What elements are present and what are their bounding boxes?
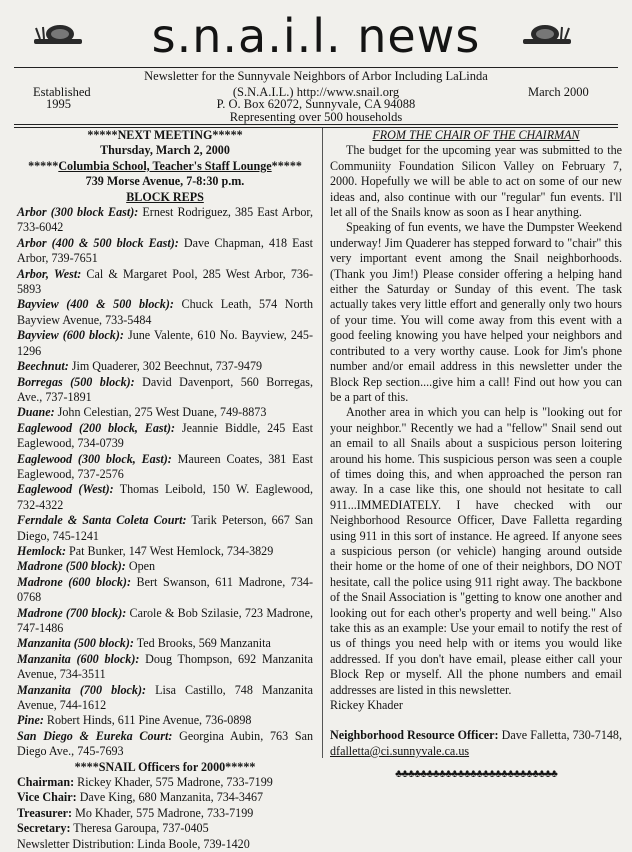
block-rep-area: Manzanita (700 block): [17,682,147,697]
officers-heading: ****SNAIL Officers for 2000***** [74,759,256,774]
article-paragraph: Speaking of fun events, we have the Dumpster Weekend underway! Jim Quaderer has stepped forward to "chair" this very important event among the Snail neighborhoods. (Thank you Jim!) Please consider offering a helping hand either the Saturday or Sunday of this event. The task actually takes very little effort and generally only two hours of your time. You will come away from this event with a good feeling knowing you have helped your neighbors and contributed to a very worthy cause. Look for Jim's phone number and/or email address in this newsletter under the Block Rep section....give him a call! Find out how you can be a part of this. [330,220,622,404]
block-rep-area: Beechnut: [17,359,69,374]
block-rep-entry [17,405,313,420]
block-rep-entry [17,328,313,359]
officer-role: Vice Chair: [17,790,77,805]
block-rep-area: Ferndale & Santa Coleta Court: [17,513,187,528]
block-rep-info: Maureen Coates, 381 East Eaglewood, 737-2576 [17,451,313,481]
block-rep-entry [17,452,313,483]
column-divider [322,128,323,758]
block-rep-info: Jim Quaderer, 302 Beechnut, 737-9479 [68,359,263,374]
officer-entry [17,821,313,836]
officers-list [17,775,313,837]
block-rep-info: Bert Swanson, 611 Madrone, 734-0768 [17,574,313,605]
block-rep-entry [17,652,313,683]
block-rep-entry [17,559,313,574]
block-rep-area: Eaglewood (200 block, East): [17,420,176,435]
block-rep-entry [17,482,313,513]
block-rep-entry [17,729,313,760]
mailing-address: P. O. Box 62072, Sunnyvale, CA 94088 [216,97,416,111]
officer-entry [17,775,313,790]
established-year: 1995 [46,97,71,111]
meeting-heading: *****NEXT MEETING***** [87,128,243,142]
block-rep-info: David Davenport, 560 Borregas, Ave., 737-1891 [17,374,313,404]
block-rep-entry [17,713,313,728]
block-rep-entry [17,297,313,328]
newsletter-title: s.n.a.i.l. news [151,9,481,63]
block-rep-entry [17,267,313,298]
block-rep-area: Pine: [17,713,44,728]
meeting-date: Thursday, March 2, 2000 [100,143,230,158]
block-rep-entry [17,205,313,236]
meeting-address: 739 Morse Avenue, 7-8:30 p.m. [85,174,245,189]
block-rep-entry [17,236,313,267]
article-paragraph: The budget for the upcoming year was submitted to the Communiity Foundation Silicon Valley on February 7, 2000. Hopefully we will be able to act on some of our new ideas and, also continue with our "regular" fun events. I'll let all of the Snails know as soon as I hear anything. [330,143,622,220]
officer-entry [17,806,313,821]
block-rep-entry [17,513,313,544]
signature: Rickey Khader [330,698,403,713]
subtitle: Newsletter for the Sunnyvale Neighbors of Arbor Including LaLinda [144,69,488,83]
block-rep-area: Bayview (600 block): [17,328,124,343]
officer-info: Theresa Garoupa, 737-0405 [70,821,209,836]
officer-role: Chairman: [17,775,75,790]
issue-date: March 2000 [528,85,589,99]
chair-article-heading: FROM THE CHAIR OF THE CHAIRMAN [372,128,580,142]
block-rep-entry [17,606,313,637]
block-rep-area: Madrone (700 block): [17,605,127,620]
block-reps-heading: BLOCK REPS [126,189,204,204]
block-rep-entry [17,636,313,651]
block-rep-entry [17,683,313,714]
block-rep-info: Open [125,559,156,574]
block-rep-entry [17,575,313,606]
meeting-place: *****Columbia School, Teacher's Staff Lounge***** [28,158,302,173]
block-rep-info: Tarik Peterson, 667 San Diego, 745-1241 [17,513,313,543]
right-column [330,128,622,783]
block-rep-area: Manzanita (600 block): [17,651,140,666]
block-rep-area: Hemlock: [17,543,67,558]
established-label: Established [33,85,91,99]
block-rep-info: June Valente, 610 No. Bayview, 245-1296 [17,328,313,358]
abbrev-url: (S.N.A.I.L.) http://www.snail.org [232,85,400,99]
ornamental-divider: ♣♣♣♣♣♣♣♣♣♣♣♣♣♣♣♣♣♣♣♣♣♣♣♣♣♣ [395,768,557,781]
block-rep-info: Lisa Castillo, 748 Manzanita Avenue, 744-1612 [17,682,313,713]
block-rep-area: Borregas (500 block): [17,374,135,389]
block-reps-list [17,205,313,760]
block-rep-info: Pat Bunker, 147 West Hemlock, 734-3829 [66,543,274,558]
block-rep-info: Georgina Aubin, 763 San Diego Ave., 745-7693 [17,728,314,759]
block-rep-area: Eaglewood (West): [17,482,114,497]
block-rep-area: Arbor, West: [17,266,82,281]
block-rep-entry [17,544,313,559]
officer-info: Rickey Khader, 575 Madrone, 733-7199 [74,775,273,790]
officer-role: Treasurer: [17,805,73,820]
block-rep-info: Robert Hinds, 611 Pine Avenue, 736-0898 [43,713,252,728]
officer-entry [17,790,313,805]
block-rep-info: Ted Brooks, 569 Manzanita [133,636,271,651]
block-rep-area: Madrone (500 block): [17,559,126,574]
left-column [17,128,313,852]
block-rep-entry [17,375,313,406]
block-rep-info: John Celestian, 275 West Duane, 749-8873 [54,405,267,420]
officer-info: Mo Khader, 575 Madrone, 733-7199 [72,805,254,820]
block-rep-info: Doug Thompson, 692 Manzanita Avenue, 734-3511 [17,651,313,682]
block-rep-area: Duane: [17,405,55,420]
block-rep-area: Arbor (400 & 500 block East): [17,235,179,250]
block-rep-info: Dave Chapman, 418 East Arbor, 739-7651 [17,235,313,266]
households: Representing over 500 households [229,110,403,124]
block-rep-entry [17,359,313,374]
chair-article-body [330,143,622,698]
block-rep-info: Carole & Bob Szilasie, 723 Madrone, 747-1486 [17,605,313,635]
block-rep-info: Chuck Leath, 574 North Bayview Avenue, 733-5484 [17,297,313,327]
resource-officer: Neighborhood Resource Officer: Dave Falletta, 730-7148, dfalletta@ci.sunnyvale.ca.us [330,728,622,758]
block-rep-info: Cal & Margaret Pool, 285 West Arbor, 736-5893 [17,266,313,297]
block-rep-info: Thomas Leibold, 150 W. Eaglewood, 732-4322 [17,482,313,512]
officer-email-link[interactable]: dfalletta@ci.sunnyvale.ca.us [330,743,470,758]
block-rep-info: Ernest Rodriguez, 385 East Arbor, 733-6042 [17,205,313,235]
block-rep-area: Eaglewood (300 block, East): [17,451,172,466]
newsletter-distribution: Newsletter Distribution: Linda Boole, 739-1420 [17,836,250,851]
block-rep-area: Arbor (300 block East): [17,205,139,220]
block-rep-info: Jeannie Biddle, 245 East Eaglewood, 734-0739 [17,420,313,451]
block-rep-entry [17,421,313,452]
block-rep-area: Madrone (600 block): [17,574,131,589]
block-rep-area: Bayview (400 & 500 block): [17,297,174,312]
divider [14,124,618,125]
divider [14,67,618,68]
officer-info: Dave King, 680 Manzanita, 734-3467 [76,790,264,805]
block-rep-area: Manzanita (500 block): [17,636,134,651]
article-paragraph: Another area in which you can help is "looking out for your neighbor." Recently we had a "fellow" Snail send out an email to all Snails about a suspicious person loitering around his home. This suspicious person was seen a couple of times doing this, and when approached the person ran away. In a case like this, one should not hesitate to call 911...IMMEDIATELY. I have checked with our Neighborhood Resource Officer, Dave Falletta regarding using 911 in this sort of instance. He agreed. If anyone sees a suspicious person (or vehicle) hanging around outside their home or the home of one of their neighbors, DO NOT hesitate, call the police using 911 right away. The backbone of the Snail Association is "getting to know one another and looking out for each other's property and well being." Also take this as an example: Use your email to notify the rest of us of things you need help with or items you would like addressed. If you don't have email, please either call your Block Rep or myself. All the phone numbers and email addresses are listed in this newsletter. [330,405,622,697]
block-rep-area: San Diego & Eureka Court: [17,728,173,743]
officer-role: Secretary: [17,821,71,836]
